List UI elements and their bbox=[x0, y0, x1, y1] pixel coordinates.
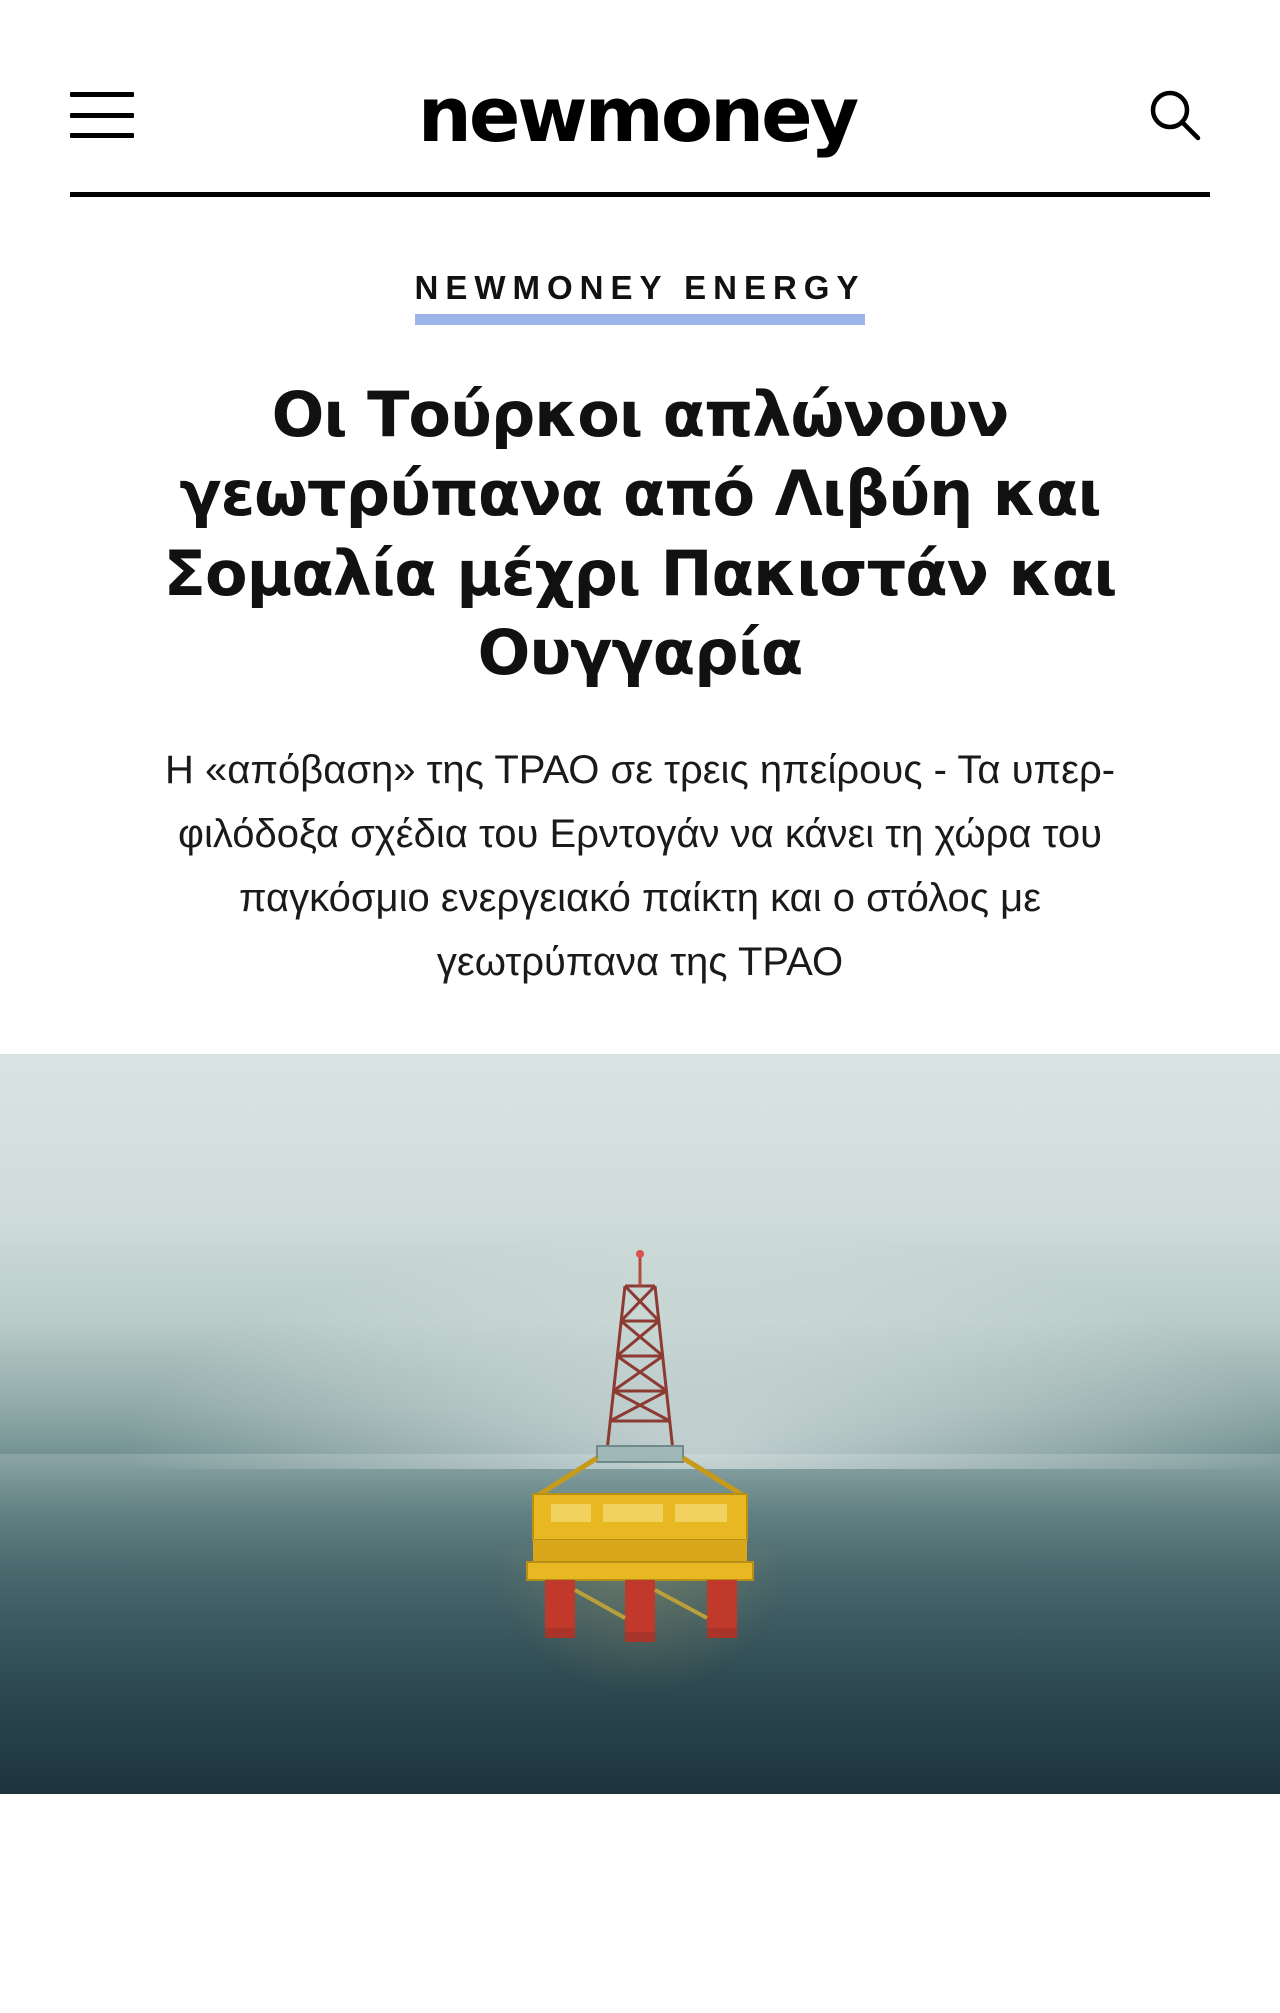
page-title: Οι Τούρκοι απλώνουν γεωτρύπανα από Λιβύη και Σομαλία μέχρι Πακιστάν και Ουγγαρία bbox=[163, 378, 1117, 690]
search-icon[interactable] bbox=[1140, 80, 1210, 150]
site-header bbox=[0, 0, 1280, 170]
hamburger-menu-icon[interactable] bbox=[70, 92, 134, 138]
hamburger-line bbox=[70, 133, 134, 138]
site-logo[interactable]: newmoney bbox=[417, 70, 857, 159]
article-kicker-wrapper bbox=[75, 269, 1205, 317]
article-body bbox=[0, 269, 1280, 994]
hamburger-line bbox=[70, 92, 134, 97]
article-category-link[interactable]: NEWMONEY ENERGY bbox=[415, 269, 866, 317]
article-standfirst: Η «απόβαση» της ΤΡΑΟ σε τρεις ηπείρους - Τα υπερ-φιλόδοξα σχέδια του Ερντογάν να κάνει τη χώρα του παγκόσμιο ενεργειακό παίκτη και ο στόλος με γεωτρύπανα της ΤΡΑΟ bbox=[164, 748, 1116, 985]
oil-rig-illustration bbox=[475, 1246, 805, 1666]
header-divider bbox=[70, 192, 1210, 197]
article-hero-image bbox=[0, 1054, 1280, 1794]
hamburger-line bbox=[70, 113, 134, 118]
